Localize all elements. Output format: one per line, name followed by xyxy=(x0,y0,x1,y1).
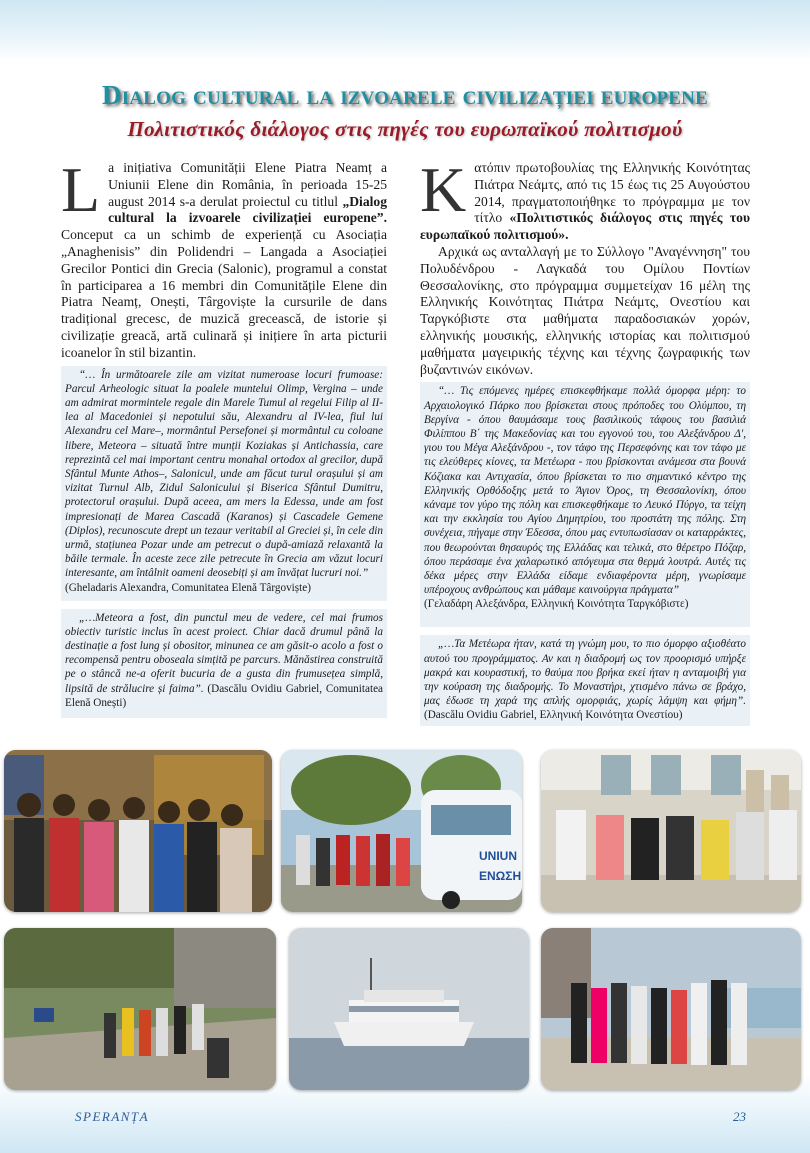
romanian-quote-2-text: „…Meteora a fost, din punctul meu de vedere, cel mai frumos obiectiv turistic inclus în acest proiect. Chiar dacă drumul până la destinație a fost lung și obositor, minunea ce am găsit-o acolo a fost o recompensă pentru oboseala simțită pe parcurs. Mănăstirea construită pe o stâncă ne-a oferit bucuria de a gusta din frumusețea simplă, lipsită de strălucire și faima”. xyxy=(65,611,383,695)
romanian-quote-1-text: “… În următoarele zile am vizitat numeroase locuri frumoase: Parcul Arheologic situat la poalele muntelui Olimp, Vergina – unde am admirat mormintele regale din Marele Tumul al regelui Filip al II-lea al Macedoniei și nepotului său, Alexandru al IV-lea, fiul lui Alexandru cel Mare–, mormântul Persefonei și mormântul cu coloane libere, Meteora – situată între munții Koziakas și Antichassia, care reprezintă cel mai important centru monahal ortodox al grecilor, după Sfântul Munte Athos–, Salonicul, unde am făcut turul orașului și am vizitat Turnul Alb, Zidul Salonicului și Biserica Sfântul Dumitru, protectorul orașului. După aceea, am mers la Edessa, unde am fost impresionați de Marea Cascadă (Karanos) și Cascadele Gemene (Diplos), recunoscute drept un tezaur veritabil al Greciei și, în cele din urmă, stațiunea Pozar unde am petrecut o după-amiază relaxantă la băile termale. În aceste zece zile petrecute în Grecia am văzut locuri interesante, am întâlnit oameni deosebiți și am învățat lucruri noi.” xyxy=(65,368,383,580)
photo-group-church-interior xyxy=(4,750,272,912)
romanian-intro-text: a inițiativa Comunității Elene Piatra Neamț a Uniunii Elene din România, în perioada 15-25 august 2014 s-a derulat proiectul cu titlul xyxy=(108,160,387,209)
greek-quote-geladari xyxy=(420,382,750,627)
greek-project-title: «Πολιτιστικός διάλογος στις πηγές του ευρωπαϊκού πολιτισμού». xyxy=(420,210,750,243)
greek-intro-paragraph xyxy=(420,154,750,244)
photo-group-museum xyxy=(541,750,801,912)
romanian-intro-paragraph xyxy=(61,154,387,362)
romanian-quote-2-attribution: (Dascălu Ovidiu Gabriel, Comunitatea Elenă Onești) xyxy=(65,682,383,709)
bus-label-greek: ΕΝΩΣΗ xyxy=(479,869,522,883)
romanian-project-title: „Dialog cultural la izvoarele civilizației europene”. xyxy=(108,193,387,226)
greek-column xyxy=(420,154,750,726)
photo-group-waterfront xyxy=(541,928,801,1090)
greek-intro-text: ατόπιν πρωτοβουλίας της Ελληνικής Κοινότητας Πιάτρα Νεάμτς, από τις 15 έως τις 25 Αυγούστου 2014, πραγματοποιήθηκε το πρόγραμμα με τον τίτλο xyxy=(474,160,750,226)
article-title-romanian: Dialog cultural la izvoarele civilizației europene xyxy=(102,80,708,110)
romanian-quote-gheladaris xyxy=(61,366,387,601)
greek-quote-2-text: „…Τα Μετέωρα ήταν, κατά τη γνώμη μου, το πιο όμορφο αξιοθέατο αυτού του προγράμματος. Αν και η διαδρομή ως τον προορισμό υπήρξε μακρά και κουραστική, το θαύμα που βρήκα εκεί ήταν η ανταμοιβή για την κούραση της διαδρομής. Το Μοναστήρι, χτισμένο πάνω σε βράχο, μας έδωσε τη χαρά της απλής ομορφιάς, χωρίς λάμψη και φήμη”. xyxy=(424,638,746,708)
greek-dropcap: K xyxy=(420,154,467,225)
greek-quote-2-attribution: (Dascălu Ovidiu Gabriel, Ελληνική Κοινότητα Ονεστίου) xyxy=(424,709,683,722)
bus-label-romanian: UNIUN xyxy=(479,849,517,863)
greek-quote-dascalu xyxy=(420,635,750,726)
romanian-quote-1-attribution: (Gheladaris Alexandra, Comunitatea Elenă Târgoviște) xyxy=(65,581,311,594)
romanian-quote-dascalu xyxy=(61,609,387,718)
photo-group-meteora-steps xyxy=(4,928,276,1090)
magazine-name: SPERANȚA xyxy=(75,1109,150,1124)
greek-quote-1-text: “… Τις επόμενες ημέρες επισκεφθήκαμε πολλά όμορφα μέρη: το Αρχαιολογικό Πάρκο που βρίσκεται στους πρόποδες του Ολύμπου, τη Βεργίνα - όπου θαυμάσαμε τους βασιλικούς τάφους του βασιλιά Φιλίππου Β΄ της Μακεδονίας και του εγγονού του, του Αλεξάνδρου Δ', γιου του Μέγα Αλεξάνδρου -, τον τάφο της Περσεφόνης και τον τάφο με τις ελεύθερες κίονες, τα Μετέωρα - που βρίσκονται ανάμεσα στα βουνά Κόζιακα και Αντιχασία, όπου βρίσκεται το πιο σημαντικό κέντρο της Ελληνικής Ορθόδοξης μετά το Άγιον Όρος, τη Θεσσαλονίκη, όπου κάναμε τον γύρο της πόλη και επισκεφθήκαμε το Λευκό Πύργο, τα τείχη και την εκκλησία του Αγίου Δημητρίου, του προστάτη της πόλης. Στη συνέχεια, πήγαμε στην Έδεσσα, όπου μας εντυπωσίασαν οι καταρράκτες, που θεωρούνται θησαυρός της Ελλάδας και τελικά, στο θέρετρο Πόζαρ, όπου περάσαμε ένα χαλαρωτικό απόγευμα στα θερμά λουτρά. Αυτές τις δέκα μέρες στην Ελλάδα είδαμε ενδιαφέροντα μέρη, γνωρίσαμε υπέροχους ανθρώπους και μάθαμε καινούργια πράγματα” xyxy=(424,385,746,597)
page-number: 23 xyxy=(733,1109,746,1124)
romanian-dropcap: L xyxy=(61,154,101,225)
article-title-greek: Πολιτιστικός διάλογος στις πηγές του ευρωπαϊκού πολιτισμού xyxy=(127,117,683,141)
top-decorative-band xyxy=(0,0,810,60)
romanian-column xyxy=(61,154,387,718)
photo-boat-on-sea xyxy=(289,928,529,1090)
greek-quote-1-attribution: (Γελαδάρη Αλεξάνδρα, Ελληνική Κοινότητα Ταργκόβιστε) xyxy=(424,598,689,611)
photo-dancers-and-bus xyxy=(281,750,522,912)
romanian-intro-text-continued: Conceput ca un schimb de experiență cu Asociația „Anaghenisis” din Polidendri – Langada a Asociației Grecilor Pontici din Grecia (Salonic), programul a constat în participarea a 16 membri din Comunitățile Elene din Piatra Neamț, Onești, Târgoviște la cursurile de dans tradițional grecesc, de muzică grecească, de istorie și civilizație greacă, artă culinară și inițiere în arta picturii icoanelor în stil bizantin. xyxy=(61,227,387,360)
greek-second-paragraph: Αρχικά ως ανταλλαγή με το Σύλλογο "Αναγέννηση" του Πολυδένδρου - Λαγκαδά του Ομίλου Ποντίων Θεσσαλονίκης, στο πρόγραμμα συμμετείχαν 16 μέλη της Ελληνικής Κοινότητας Πιάτρα Νεάμτς, Ονεστίου και Ταργκόβιστε στα μαθήματα παραδοσιακών χορών, ελληνικής μουσικής, ελληνικής ιστορίας και πολιτισμού μαθήματα μαγειρικής τέχνης και τέχνης ζωγραφικής των βυζαντινών εικόνων. xyxy=(420,243,750,377)
